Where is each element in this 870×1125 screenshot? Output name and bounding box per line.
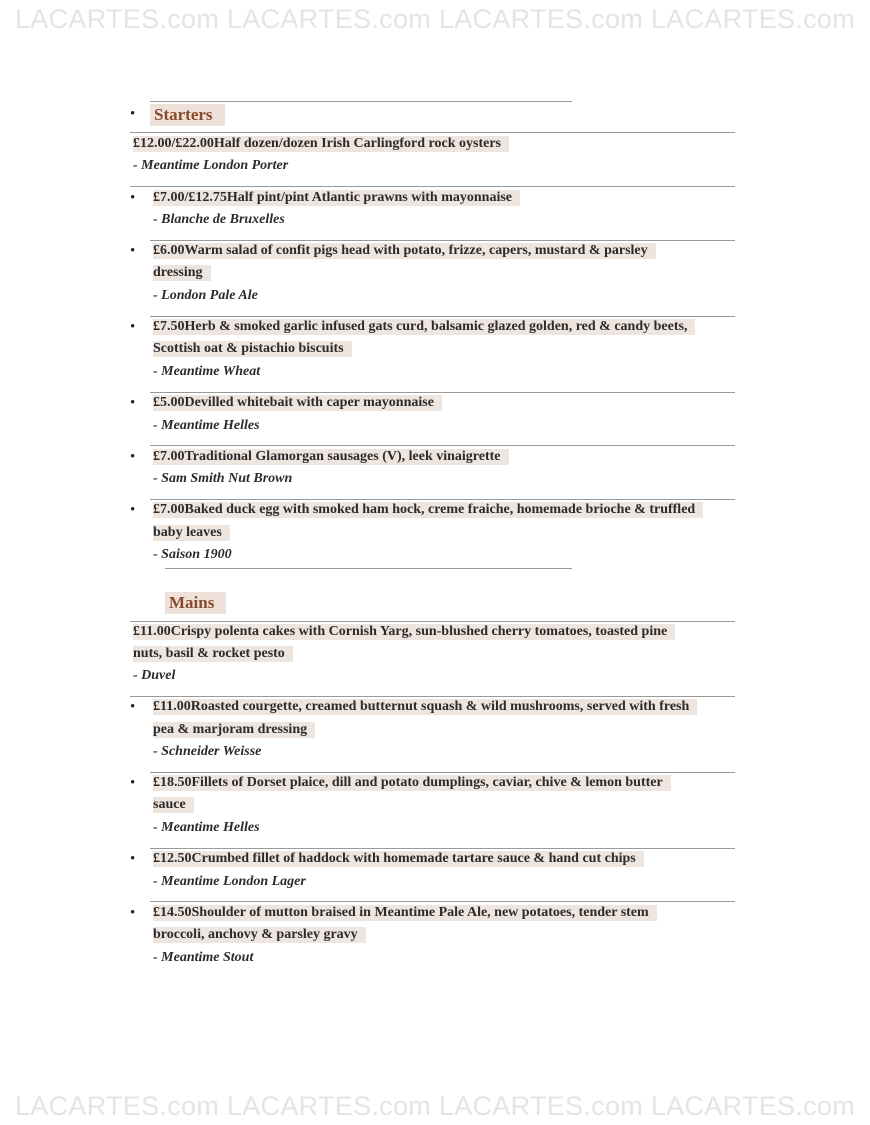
bullet-icon: •: [130, 106, 136, 122]
bullet-icon: •: [130, 851, 136, 867]
bullet-icon: •: [130, 190, 136, 206]
divider: [150, 316, 735, 317]
beer-pairing: - Meantime London Lager: [153, 874, 306, 889]
menu-item-line: sauce: [153, 797, 194, 813]
divider: [150, 445, 735, 446]
beer-pairing: - Meantime Wheat: [153, 364, 261, 379]
divider: [165, 568, 572, 569]
menu-item-line: £12.00/£22.00Half dozen/dozen Irish Carlingford rock oysters: [133, 136, 509, 152]
section-title-mains: Mains: [165, 592, 226, 614]
beer-pairing: - Saison 1900: [153, 547, 232, 562]
beer-pairing: - Duvel: [133, 668, 176, 683]
divider: [150, 772, 735, 773]
divider: [150, 848, 735, 849]
menu-item-line: nuts, basil & rocket pesto: [133, 646, 293, 662]
bullet-icon: •: [130, 502, 136, 518]
beer-pairing: - Meantime London Porter: [133, 158, 289, 173]
divider: [130, 132, 735, 133]
menu-item-line: £7.00Baked duck egg with smoked ham hock, creme fraiche, homemade brioche & truffled: [153, 502, 703, 518]
watermark-bottom: LACARTES.com LACARTES.com LACARTES.com LACARTES.com: [14, 1091, 856, 1121]
menu-item-line: £11.00Roasted courgette, creamed butternut squash & wild mushrooms, served with fresh: [153, 699, 697, 715]
divider: [130, 621, 735, 622]
menu-item-line: £12.50Crumbed fillet of haddock with homemade tartare sauce & hand cut chips: [153, 851, 644, 867]
menu-item-line: Scottish oat & pistachio biscuits: [153, 341, 352, 357]
bullet-icon: •: [130, 449, 136, 465]
beer-pairing: - Meantime Stout: [153, 950, 254, 965]
section-title-starters: Starters: [150, 104, 225, 126]
bullet-icon: •: [130, 905, 136, 921]
menu-item-line: baby leaves: [153, 525, 230, 541]
menu-item-line: £6.00Warm salad of confit pigs head with potato, frizze, capers, mustard & parsley: [153, 243, 656, 259]
bullet-icon: •: [130, 699, 136, 715]
divider: [150, 101, 572, 102]
divider: [150, 240, 735, 241]
beer-pairing: - Blanche de Bruxelles: [153, 212, 285, 227]
bullet-icon: •: [130, 243, 136, 259]
bullet-icon: •: [130, 775, 136, 791]
bullet-icon: •: [130, 395, 136, 411]
beer-pairing: - Sam Smith Nut Brown: [153, 471, 293, 486]
beer-pairing: - Meantime Helles: [153, 418, 260, 433]
bullet-icon: •: [130, 319, 136, 335]
divider: [150, 901, 735, 902]
menu-item-line: £7.00/£12.75Half pint/pint Atlantic prawns with mayonnaise: [153, 190, 520, 206]
watermark-top: LACARTES.com LACARTES.com LACARTES.com LACARTES.com: [14, 4, 856, 34]
menu-item-line: £5.00Devilled whitebait with caper mayonnaise: [153, 395, 442, 411]
beer-pairing: - London Pale Ale: [153, 288, 258, 303]
divider: [150, 499, 735, 500]
divider: [150, 392, 735, 393]
menu-item-line: £7.00Traditional Glamorgan sausages (V), leek vinaigrette: [153, 449, 509, 465]
beer-pairing: - Schneider Weisse: [153, 744, 262, 759]
divider: [130, 186, 735, 187]
menu-item-line: broccoli, anchovy & parsley gravy: [153, 927, 366, 943]
menu-item-line: dressing: [153, 265, 211, 281]
menu-item-line: £18.50Fillets of Dorset plaice, dill and potato dumplings, caviar, chive & lemon butter: [153, 775, 671, 791]
menu-item-line: £7.50Herb & smoked garlic infused gats curd, balsamic glazed golden, red & candy beets,: [153, 319, 695, 335]
divider: [130, 696, 735, 697]
beer-pairing: - Meantime Helles: [153, 820, 260, 835]
menu-item-line: £11.00Crispy polenta cakes with Cornish Yarg, sun-blushed cherry tomatoes, toasted pine: [133, 624, 675, 640]
menu-item-line: £14.50Shoulder of mutton braised in Meantime Pale Ale, new potatoes, tender stem: [153, 905, 657, 921]
menu-item-line: pea & marjoram dressing: [153, 722, 315, 738]
